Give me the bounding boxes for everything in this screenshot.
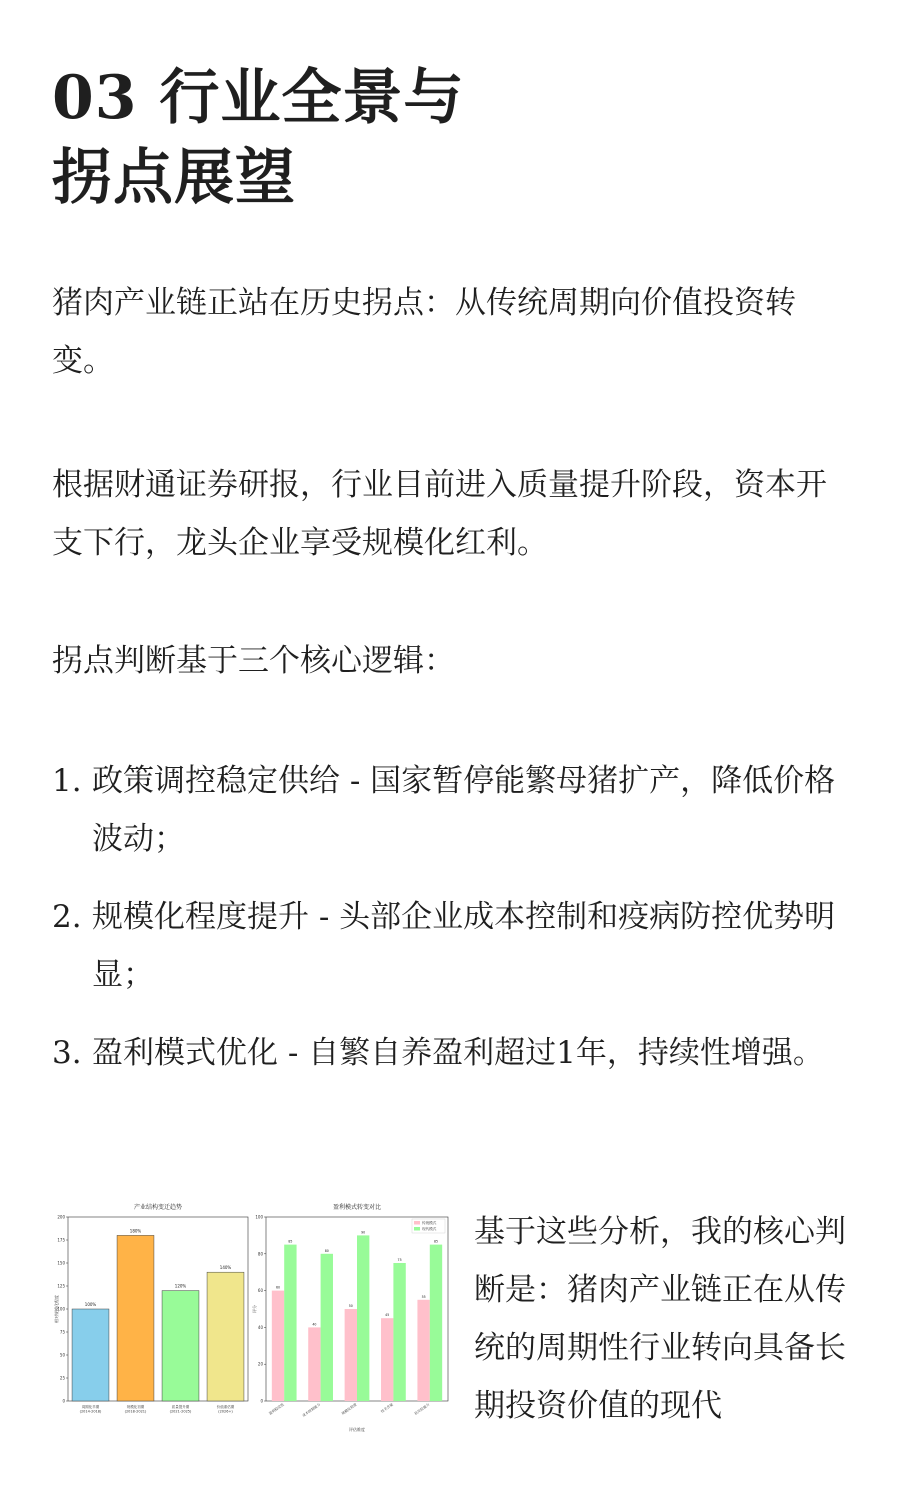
title-line-2: 拐点展望 (52, 143, 296, 213)
list-item-text: 规模化程度提升 - 头部企业成本控制和疫病防控优势明显； (92, 899, 836, 993)
bar (272, 1291, 284, 1401)
section-title (52, 58, 464, 218)
bar (345, 1309, 357, 1401)
list-item-text: 政策调控稳定供给 - 国家暂停能繁母猪扩产，降低价格波动； (92, 763, 836, 857)
list-item-text: 盈利模式优化 - 自繁自养盈利超过1年，持续性增强。 (92, 1035, 824, 1071)
y-tick-label: 175 (57, 1237, 65, 1243)
list-item (52, 1024, 852, 1082)
legend-label: 现代模式 (422, 1227, 437, 1232)
bar-value-label: 180% (129, 1228, 142, 1234)
title-line-1: 03 行业全景与 (52, 63, 465, 133)
legend-swatch (414, 1221, 420, 1225)
y-tick-label: 80 (257, 1251, 263, 1257)
paragraph-intro: 猪肉产业链正站在历史拐点：从传统周期向价值投资转变。 (52, 285, 796, 379)
bar-value-label: 45 (385, 1313, 390, 1318)
x-tick-label: 周期化早期 (81, 1405, 100, 1409)
x-tick-label: (2018-2021) (124, 1409, 147, 1414)
bar-value-label: 90 (361, 1230, 366, 1235)
list-item-number: 1. (52, 763, 82, 799)
bar (393, 1263, 405, 1401)
chart-title: 盈利模式转变对比 (332, 1204, 382, 1211)
bar-value-label: 50 (348, 1304, 353, 1308)
legend-swatch (414, 1227, 420, 1231)
x-tick-label: 抗风险能力 (413, 1402, 431, 1416)
bar-value-label: 75 (397, 1258, 402, 1262)
bar (72, 1309, 109, 1401)
x-tick-label: 技术含量 (380, 1402, 394, 1414)
bar (321, 1254, 333, 1401)
y-tick-label: 20 (257, 1361, 263, 1367)
y-axis-label: 相对规模化程度 (54, 1295, 59, 1323)
bar (308, 1327, 320, 1401)
y-tick-label: 100 (255, 1214, 263, 1220)
bar-value-label: 55 (421, 1294, 426, 1299)
bar (381, 1318, 393, 1401)
bar (117, 1235, 154, 1401)
y-tick-label: 125 (57, 1283, 65, 1289)
x-tick-label: (2021-2025) (169, 1409, 192, 1414)
y-tick-label: 0 (62, 1398, 65, 1404)
bar-value-label: 85 (433, 1239, 439, 1244)
bar-value-label: 120% (174, 1283, 187, 1289)
y-tick-label: 50 (59, 1352, 65, 1358)
y-tick-label: 100 (57, 1306, 65, 1312)
logic-list (52, 752, 852, 1102)
bar (207, 1272, 244, 1401)
y-tick-label: 25 (59, 1375, 65, 1381)
y-tick-label: 200 (57, 1214, 65, 1220)
x-tick-label: 盈利稳定性 (268, 1402, 285, 1416)
y-tick-label: 0 (260, 1398, 263, 1404)
bar-value-label: 60 (275, 1285, 281, 1290)
paragraph-logic-lead: 拐点判断基于三个核心逻辑： (52, 643, 455, 679)
list-item (52, 888, 852, 1004)
bar (430, 1245, 442, 1401)
bar (162, 1291, 199, 1401)
bar-value-label: 100% (84, 1302, 97, 1307)
y-tick-label: 150 (57, 1260, 65, 1266)
x-tick-label: 价值重估期 (216, 1405, 235, 1409)
x-tick-label: 质量提升期 (171, 1405, 190, 1409)
bar (284, 1245, 296, 1401)
bar-value-label: 80 (324, 1248, 329, 1253)
bar-value-label: 40 (312, 1322, 317, 1327)
list-item-number: 2. (52, 899, 82, 935)
legend-label: 传统模式 (422, 1221, 437, 1226)
list-item-number: 3. (52, 1035, 82, 1071)
y-tick-label: 75 (59, 1329, 65, 1335)
y-tick-label: 60 (257, 1288, 263, 1294)
x-tick-label: 规模化程度 (340, 1402, 358, 1416)
chart-title: 产业结构变迁趋势 (133, 1204, 183, 1211)
bar (357, 1235, 369, 1401)
list-item (52, 752, 852, 868)
y-tick-label: 40 (257, 1324, 263, 1330)
x-axis-label: 评估维度 (349, 1427, 365, 1432)
paragraph-research: 根据财通证券研报，行业目前进入质量提升阶段，资本开支下行，龙头企业享受规模化红利。 (52, 467, 827, 561)
y-axis-label: 评分 (252, 1305, 257, 1313)
bar-value-label: 140% (219, 1265, 232, 1271)
bar (417, 1300, 429, 1401)
bar-value-label: 85 (288, 1239, 293, 1244)
x-tick-label: 规模化初期 (126, 1405, 145, 1409)
charts-figure (52, 1195, 452, 1435)
x-tick-label: (2026+) (218, 1409, 233, 1414)
x-tick-label: (2014-2018) (79, 1409, 102, 1414)
x-tick-label: 成本控制能力 (301, 1402, 322, 1418)
conclusion-text: 基于这些分析，我的核心判断是：猪肉产业链正在从传统的周期性行业转向具备长期投资价值的现代 (474, 1214, 846, 1424)
